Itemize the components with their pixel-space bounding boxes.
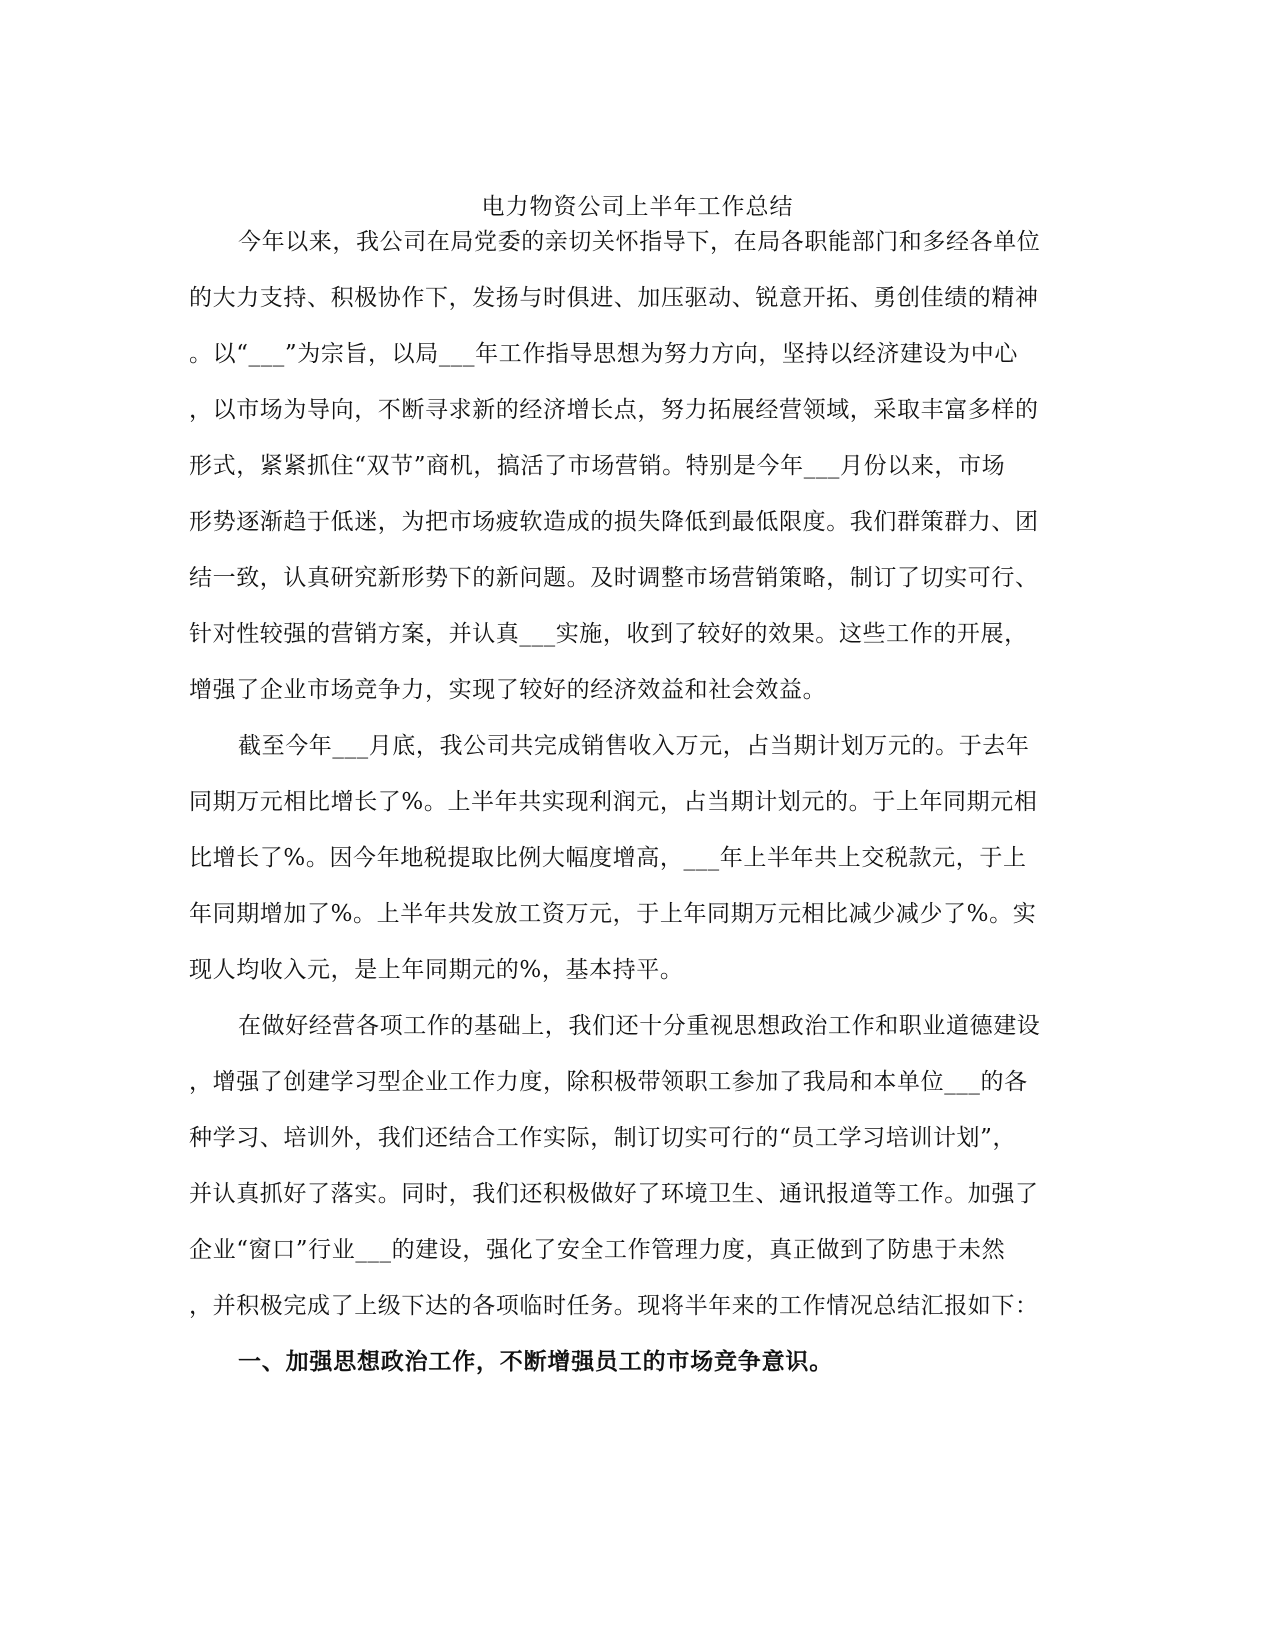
paragraph-2-line-1: 截至今年___月底，我公司共完成销售收入万元，占当期计划万元的。于去年 <box>238 733 1030 759</box>
paragraph-1-line-1: 今年以来，我公司在局党委的亲切关怀指导下，在局各职能部门和多经各单位 <box>238 229 1041 255</box>
paragraph-1-line-8: 针对性较强的营销方案，并认真___实施，收到了较好的效果。这些工作的开展， <box>189 621 1028 647</box>
document-title: 电力物资公司上半年工作总结 <box>481 194 794 220</box>
paragraph-1-line-9: 增强了企业市场竞争力，实现了较好的经济效益和社会效益。 <box>189 677 827 703</box>
paragraph-3-line-3: 种学习、培训外，我们还结合工作实际，制订切实可行的“员工学习培训计划”， <box>189 1125 1017 1151</box>
paragraph-3-line-4: 并认真抓好了落实。同时，我们还积极做好了环境卫生、通讯报道等工作。加强了 <box>189 1181 1039 1207</box>
paragraph-1-line-6: 形势逐渐趋于低迷，为把市场疲软造成的损失降低到最低限度。我们群策群力、团 <box>189 509 1039 535</box>
paragraph-2-line-4: 年同期增加了%。上半年共发放工资万元，于上年同期万元相比减少减少了%。实 <box>189 901 1037 927</box>
section-heading-1: 一、加强思想政治工作，不断增强员工的市场竞争意识。 <box>238 1348 833 1375</box>
paragraph-1-line-2: 的大力支持、积极协作下，发扬与时俱进、加压驱动、锐意开拓、勇创佳绩的精神 <box>189 285 1039 311</box>
paragraph-3-line-6: ，并积极完成了上级下达的各项临时任务。现将半年来的工作情况总结汇报如下： <box>189 1293 1039 1319</box>
paragraph-1-line-4: ，以市场为导向，不断寻求新的经济增长点，努力拓展经营领域，采取丰富多样的 <box>189 397 1039 423</box>
paragraph-1-line-5: 形式，紧紧抓住“双节”商机，搞活了市场营销。特别是今年___月份以来，市场 <box>189 453 1006 479</box>
paragraph-2-line-2: 同期万元相比增长了%。上半年共实现利润元，占当期计划元的。于上年同期元相 <box>189 789 1038 815</box>
paragraph-2-line-3: 比增长了%。因今年地税提取比例大幅度增高，___年上半年共上交税款元，于上 <box>189 845 1027 871</box>
paragraph-1-line-3: 。以“___”为宗旨，以局___年工作指导思想为努力方向，坚持以经济建设为中心 <box>189 341 1018 367</box>
paragraph-3-line-2: ，增强了创建学习型企业工作力度，除积极带领职工参加了我局和本单位___的各 <box>189 1069 1028 1095</box>
paragraph-1-line-7: 结一致，认真研究新形势下的新问题。及时调整市场营销策略，制订了切实可行、 <box>189 565 1039 591</box>
paragraph-3-line-1: 在做好经营各项工作的基础上，我们还十分重视思想政治工作和职业道德建设 <box>238 1013 1041 1039</box>
paragraph-2-line-5: 现人均收入元，是上年同期元的%，基本持平。 <box>189 957 684 983</box>
paragraph-3-line-5: 企业“窗口”行业___的建设，强化了安全工作管理力度，真正做到了防患于未然 <box>189 1237 1006 1263</box>
